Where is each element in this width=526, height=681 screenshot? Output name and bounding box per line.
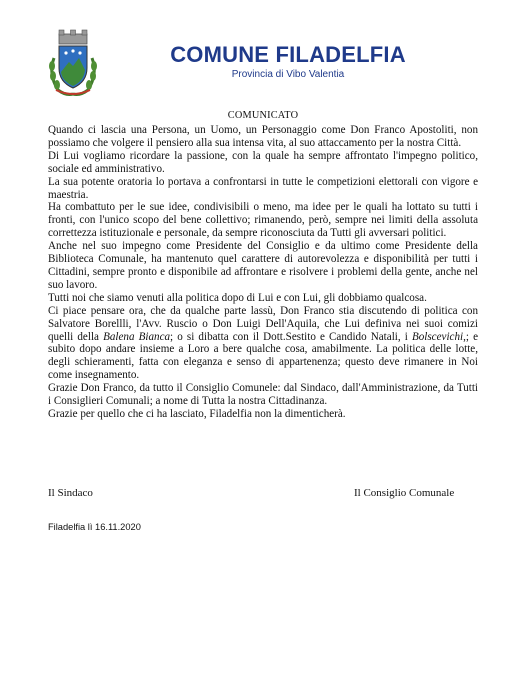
italic-phrase: Balena Bianca xyxy=(103,330,171,343)
paragraph: Grazie Don Franco, da tutto il Consiglio Comunele: dal Sindaco, dall'Amministrazione, da Tutti i Consiglieri Comunali; a nome di Tutta la nostra Cittadinanza. xyxy=(48,382,478,408)
document-heading: COMUNICATO xyxy=(227,110,299,121)
paragraph-text: ,; e subito dopo andare insieme a Loro a bere qualche cosa, amabilmente. La politica delle lotte, degli schieramenti, fatta con eleganza e senso di appartenenza; questo deve rimanere in Noi come insegnamento. xyxy=(48,330,478,382)
paragraph: Quando ci lascia una Persona, un Uomo, un Personaggio come Don Franco Apostoliti, non possiamo che volgere il pensiero alla sua intensa vita, al suo attaccamento per la nostra Città. xyxy=(48,124,478,149)
province-name: Provincia di Vibo Valentia xyxy=(231,69,345,80)
paragraph: Ha combattuto per le sue idee, condivisibili o meno, ma idee per le quali ha lottato su tutti i fronti, con l'unico scopo del bene collettivo; rimanendo, però, sempre nei limiti della assoluta correttezza istituzionale e personale, da sempre riconosciuta da Tutti gli avversari politici. xyxy=(48,201,478,240)
communique-body xyxy=(48,124,478,421)
signature-council: Il Consiglio Comunale xyxy=(354,487,455,499)
paragraph: Grazie per quello che ci ha lasciato, Filadelfia non la dimenticherà. xyxy=(48,407,346,420)
place-date: Filadelfia lì 16.11.2020 xyxy=(48,522,141,532)
paragraph: Anche nel suo impegno come Presidente del Consiglio e da ultimo come Presidente della Biblioteca Comunale, ha mantenuto quel carattere di autorevolezza e disponibilità per tutti i Cittadini, sempre pronto e disponibile ad affrontare e risolvere i problemi della gente, anche nel suo lavoro. xyxy=(48,240,478,291)
paragraph: Tutti noi che siamo venuti alla politica dopo di Lui e con Lui, gli dobbiamo qualcosa. xyxy=(48,291,427,304)
paragraph-text: ; o si dibatta con il Dott.Sestito e Candido Natali, i xyxy=(170,330,412,343)
municipality-name: COMUNE FILADELFIA xyxy=(170,42,406,67)
paragraph: Di Lui vogliamo ricordare la passione, con la quale ha sempre affrontato l'impegno politico, sociale ed amministrativo. xyxy=(48,149,478,175)
coat-of-arms-icon xyxy=(44,28,102,98)
paragraph: La sua potente oratoria lo portava a confrontarsi in tutte le competizioni elettorali con vigore e maestria. xyxy=(48,175,478,201)
italic-phrase: Bolscevichi xyxy=(411,330,464,343)
paragraph-memories xyxy=(48,305,478,382)
paragraph-text: Ci piace pensare ora, che da qualche parte lassù, Don Franco stia discutendo di politica con Salvatore Borellli, l'Avv. Ruscio o Don Luigi Dell'Aquila, che Lui definiva nei suoi comizi quelli della xyxy=(48,304,478,343)
signature-mayor: Il Sindaco xyxy=(48,487,93,499)
